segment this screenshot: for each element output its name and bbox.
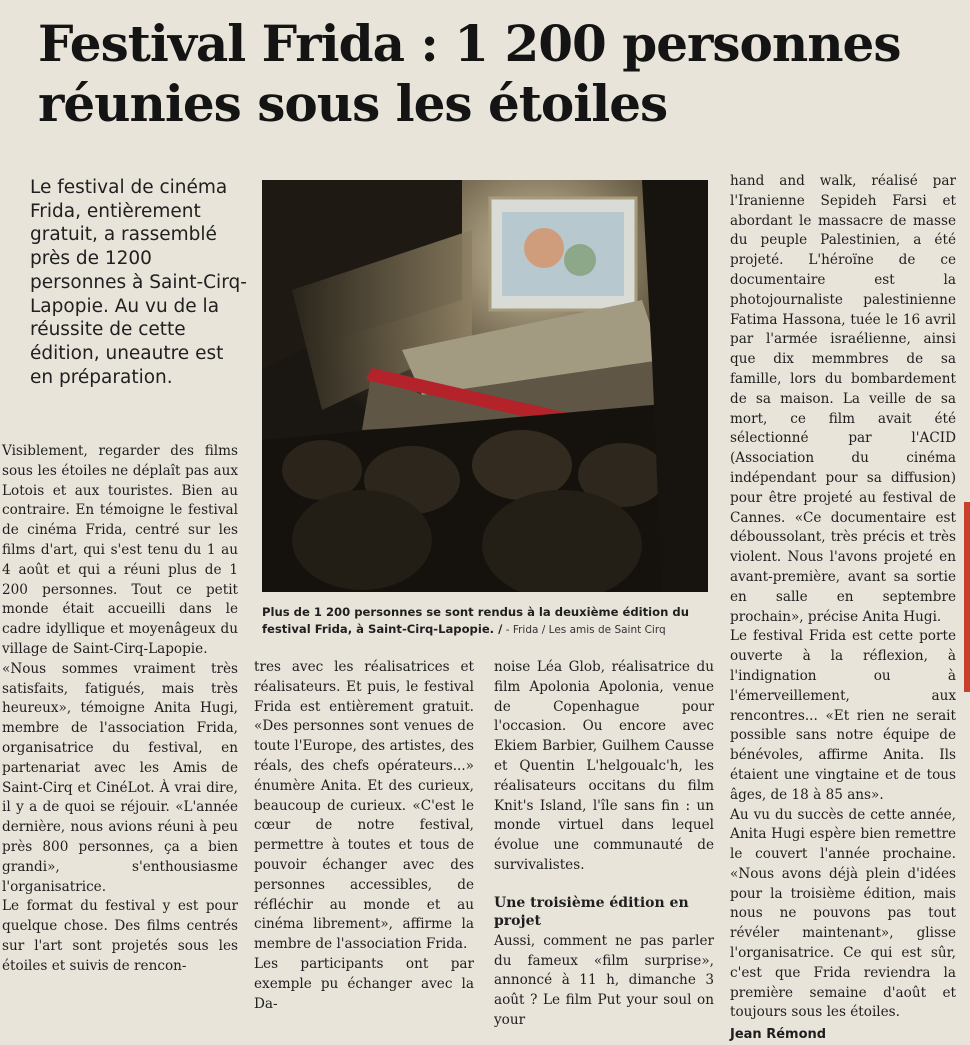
column-3	[494, 658, 714, 1031]
headline-line-2: réunies sous les étoiles	[38, 74, 668, 133]
body-paragraph: Au vu du succès de cette année, Anita Hugi espère bien remettre le couvert l'année prochaine. «Nous avons déjà plein d'idées pour la troisième édition, mais nous ne pouvons pas tout révéler maintenant», glisse l'organisatrice. Ce qui est sûr, c'est que Frida reviendra la première semaine d'août et toujours sous les étoiles.	[730, 806, 956, 1021]
body-paragraph: Aussi, comment ne pas parler du fameux «film surprise», annoncé à 11 h, dimanche 3 août ? Le film Put your soul on your	[494, 932, 714, 1028]
body-paragraph: hand and walk, réalisé par l'Iranienne Sepideh Farsi et abordant le massacre de masse du peuple Palestinien, a été projeté. L'héroïne de ce documentaire est la photojournaliste palestinienne Fatima Hassona, tuée le 16 avril par l'armée israélienne, ainsi que dix memmbres de sa famille, lors du bombardement de sa maison. La veille de sa mort, ce film avait été sélectionné par l'ACID (Association du cinéma indépendant pour sa diffusion) pour être projeté au festival de Cannes. «Ce documentaire est déboussolant, très précis et très violent. Nous l'avons projeté en avant-première, avant sa sortie en salle en septembre prochain», précise Anita Hugi.	[730, 173, 956, 625]
photo-credit: - Frida / Les amis de Saint Cirq	[502, 623, 666, 636]
open-air-screening-image	[262, 180, 708, 592]
headline-line-1: Festival Frida : 1 200 personnes	[38, 14, 901, 73]
page-edge-stripe	[964, 502, 970, 692]
column-4	[730, 172, 956, 1045]
author-signature: Jean Rémond	[730, 1027, 827, 1043]
body-paragraph: tres avec les réalisatrices et réalisateurs. Et puis, le festival Frida est entièrement gratuit. «Des personnes sont venues de toute l'Europe, des artistes, des réals, des chefs opérateurs...» énumère Anita. Et des curieux, beaucoup de curieux. «C'est le cœur de notre festival, permettre à toutes et tous de pouvoir échanger avec des personnes accessibles, de réfléchir au monde et au cinéma librement», affirme la membre de l'association Frida.	[254, 659, 474, 953]
body-paragraph: Visiblement, regarder des films sous les étoiles ne déplaît pas aux Lotois et aux touristes. Bien au contraire. En témoigne le festival de cinéma Frida, centré sur les films d'art, qui s'est tenu du 1 au 4 août et qui a réuni plus de 1 200 personnes. Tout ce petit monde était accueilli dans le cadre idyllique et moyenâgeux du village de Saint-Cirq-Lapopie.	[2, 443, 238, 657]
body-paragraph: «Nous sommes vraiment très satisfaits, fatigués, mais très heureux», témoigne Anita Hugi, membre de l'association Frida, organisatrice du festival, en partenariat avec les Amis de Saint-Cirq et CinéLot. À vrai dire, il y a de quoi se réjouir. «L'année dernière, nous avions réuni à peu près 800 personnes, ça a bien grandi», s'enthousiasme l'organisatrice.	[2, 660, 238, 895]
festival-photo	[262, 180, 708, 592]
body-paragraph: Les participants ont par exemple pu échanger avec la Da-	[254, 955, 474, 1012]
article-headline	[38, 14, 958, 134]
article-lede: Le festival de cinéma Frida, entièrement gratuit, a rassemblé près de 1200 personnes à Saint-Cirq-Lapopie. Au vu de la réussite de cette édition, uneautre est en préparation.	[30, 177, 247, 388]
body-paragraph: noise Léa Glob, réalisatrice du film Apolonia Apolonia, venue de Copenhague pour l'occasion. Ou encore avec Ekiem Barbier, Guilhem Causse et Quentin L'helgoualc'h, les réalisateurs occitans du film Knit's Island, l'île sans fin : un monde virtuel dans lequel évolue une communauté de survivalistes.	[494, 659, 714, 873]
column-2	[254, 658, 474, 1014]
body-paragraph: Le festival Frida est cette porte ouverte à la réflexion, à l'indignation ou à l'émerveillement, aux rencontres... «Et rien ne serait possible sans notre équipe de bénévoles, affirme Anita. Ils étaient une vingtaine et de tous âges, de 18 à 85 ans».	[730, 628, 956, 803]
section-subheading: Une troisième édition en projet	[494, 894, 689, 929]
photo-caption	[262, 604, 710, 638]
body-paragraph: Le format du festival y est pour quelque chose. Des films centrés sur l'art sont projetés sous les étoiles et suivis de rencon-	[2, 898, 238, 974]
caption-text: Plus de 1 200 personnes se sont rendus à la deuxième édition du festival Frida, à Saint-Cirq-Lapopie. /	[262, 605, 689, 636]
column-1	[2, 442, 238, 977]
